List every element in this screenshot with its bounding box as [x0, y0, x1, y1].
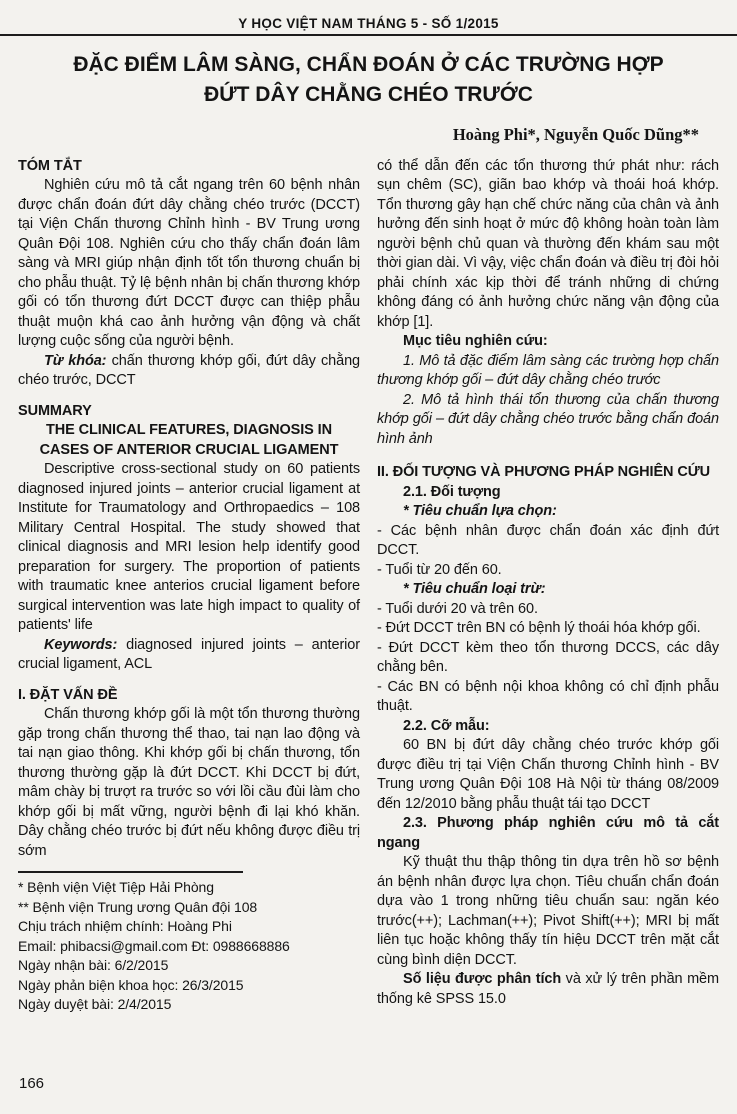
authors-line: Hoàng Phi*, Nguyễn Quốc Dũng**: [452, 124, 699, 144]
criteria-exclude-label: * Tiêu chuẩn loại trừ:: [403, 581, 546, 598]
analysis-bold-lead: Số liệu được phân tích: [403, 971, 562, 988]
abstract-keywords-line: [18, 352, 360, 391]
keywords-label: Từ khóa:: [44, 352, 107, 369]
footnote-affiliation-2: ** Bệnh viện Trung ương Quân đội 108: [18, 898, 258, 915]
criteria-exclude-item-1: - Tuổi dưới 20 và trên 60.: [377, 600, 538, 617]
summary-subheading-line2: CASES OF ANTERIOR CRUCIAL LIGAMENT: [39, 441, 339, 458]
criteria-exclude-item-2: - Đứt DCCT trên BN có bệnh lý thoái hóa khớp gối.: [377, 620, 701, 637]
summary-subheading-line1: THE CLINICAL FEATURES, DIAGNOSIS IN: [46, 422, 332, 439]
subsection-2-3-heading: 2.3. Phương pháp nghiên cứu mô tả cắt ngang: [377, 815, 719, 851]
summary-subheading: [18, 421, 360, 460]
footnote-accepted-date: Ngày duyệt bài: 2/4/2015: [18, 996, 172, 1013]
criteria-select-label: * Tiêu chuẩn lựa chọn:: [403, 503, 557, 520]
criteria-exclude-item-3: - Đứt DCCT kèm theo tổn thương DCCS, các dây chằng bên.: [377, 639, 719, 676]
footnote-review-date: Ngày phản biện khoa học: 26/3/2015: [18, 976, 244, 993]
footnote-email-phone: Email: phibacsi@gmail.com Đt: 0988668886: [18, 937, 290, 954]
footnote-block: [18, 871, 360, 1015]
journal-header: Y HỌC VIỆT NAM THÁNG 5 - SỐ 1/2015: [238, 16, 499, 31]
keywords-text: chấn thương khớp gối, đứt dây chằng chéo trước, DCCT: [18, 352, 360, 389]
two-column-body: [0, 153, 737, 1015]
analysis-paragraph: [377, 970, 719, 1009]
abstract-text: Nghiên cứu mô tả cắt ngang trên 60 bệnh nhân được chẩn đoán đứt dây chằng chéo trước (DCCT) tại Viện Chấn thương Chỉnh hình - BV Trung ương Quân Đội 108. Nghiên cứu cho thấy chẩn đoán lâm sàng và MRI giúp nhận định tốt tổn thương chuẩn bị cho phẫu thuật. Tỷ lệ bệnh nhân bị chấn thương khớp gối có tổn thương đứt DCCT được can thiệp phẫu thuật muộn khá cao ảnh hưởng vận động và chất lượng cuộc sống của người bệnh.: [18, 177, 360, 350]
footnote-corresponding: Chịu trách nhiệm chính: Hoàng Phi: [18, 918, 232, 935]
summary-heading: SUMMARY: [18, 402, 92, 419]
objective-item-2: 2. Mô tả hình thái tổn thương của chấn thương khớp gối – đứt dây chằng chéo trước bằng chẩn đoán hình ảnh: [377, 391, 719, 447]
criteria-exclude-item-4: - Các BN có bệnh nội khoa không có chỉ định phẫu thuật.: [377, 678, 719, 715]
section1-heading: I. ĐẶT VẤN ĐỀ: [18, 686, 118, 703]
section2-heading: II. ĐỐI TƯỢNG VÀ PHƯƠNG PHÁP NGHIÊN CỨU: [377, 464, 710, 481]
objective-item-1: 1. Mô tả đặc điểm lâm sàng các trường hợp chấn thương khớp gối – đứt dây chằng chéo trước: [377, 352, 719, 389]
right-column: [377, 157, 719, 1015]
footnote-rule: [18, 871, 243, 873]
title-line-1: ĐẶC ĐIỂM LÂM SÀNG, CHẨN ĐOÁN Ở CÁC TRƯỜNG HỢP: [73, 53, 664, 76]
research-objectives-heading: Mục tiêu nghiên cứu:: [403, 333, 548, 350]
criteria-select-item-2: - Tuổi từ 20 đến 60.: [377, 561, 502, 578]
sample-size-body: 60 BN bị đứt dây chằng chéo trước khớp gối được điều trị tại Viện Chấn thương Chỉnh hình - BV Trung ương Quân Đội 108 Hà Nội từ tháng 08/2009 đến 12/2010 bằng phẫu thuật tái tạo DCCT: [377, 737, 719, 812]
summary-keywords-line: [18, 636, 360, 675]
spacer: [377, 449, 719, 463]
header-rule: [0, 34, 737, 36]
summary-keywords-label: Keywords:: [44, 636, 118, 653]
footnote-affiliation-1: * Bệnh viện Việt Tiệp Hải Phòng: [18, 879, 214, 896]
summary-text: Descriptive cross-sectional study on 60 patients diagnosed injured joints – anterior crucial ligament at Institute for Traumatology and Orthropaedics – 108 Military Central Hospital. The study showed that clinical diagnosis and MRI lesion help identify good preparation for surgery. The proportion of patients with traumatic knee anterios crucial ligament before surgical intervention was late high impact to quality of patients' life: [18, 461, 360, 634]
left-column: [18, 157, 360, 1015]
section1-paragraph: Chấn thương khớp gối là một tổn thương thường gặp trong chấn thương thể thao, tai nạn lao động và tai nạn giao thông. Khi khớp gối bị chấn thương, tổn thương thường gặp là đứt DCCT. Khi DCCT bị đứt, mâm chày bị trượt ra trước so với lồi cầu đùi làm cho khớp gối bị mất vững, người bệnh đi lại khó khăn. Dây chằng chéo trước bị đứt nếu không được điều trị sớm: [18, 706, 360, 859]
page-number: 166: [19, 1075, 45, 1092]
analysis-rest-text: và xử lý trên phần mềm thống kê SPSS 15.0: [377, 971, 719, 1007]
criteria-select-item-1: - Các bệnh nhân được chẩn đoán xác định đứt DCCT.: [377, 522, 719, 559]
subsection-2-2-heading: 2.2. Cỡ mẫu:: [403, 717, 490, 734]
intro-continuation: có thể dẫn đến các tổn thương thứ phát như: rách sụn chêm (SC), giãn bao khớp và thoái hoá khớp. Tổn thương gây hạn chế chức năng của chân và ảnh hưởng đến sinh hoạt ở mức độ không hoàn toàn làm người bệnh chủ quan và thường đến khám sau một thời gian dài. Vì vậy, việc chẩn đoán và điều trị đòi hỏi phải chính xác kịp thời để tránh những di chứng không đáng có ảnh hưởng chức năng vận động của khớp [1].: [377, 157, 719, 330]
subsection-2-1-heading: 2.1. Đối tượng: [403, 483, 501, 500]
footnote-received-date: Ngày nhận bài: 6/2/2015: [18, 957, 169, 974]
title-line-2: ĐỨT DÂY CHẰNG CHÉO TRƯỚC: [204, 83, 533, 107]
abstract-heading: TÓM TẮT: [18, 157, 82, 174]
page-title: [30, 50, 707, 111]
methods-body: Kỹ thuật thu thập thông tin dựa trên hồ sơ bệnh án bệnh nhân được lựa chọn. Tiêu chuẩn chẩn đoán dựa vào 1 trong những tiêu chuẩn sau: ngăn kéo trước(++); Lachman(++); Pivot Shift(++); MRI bị mất liên tục hoặc không thấy tín hiệu DCCT trên mặt cắt cùng bình diện DCCT.: [377, 854, 719, 968]
summary-keywords-text: diagnosed injured joints – anterior crucial ligament, ACL: [18, 636, 360, 673]
